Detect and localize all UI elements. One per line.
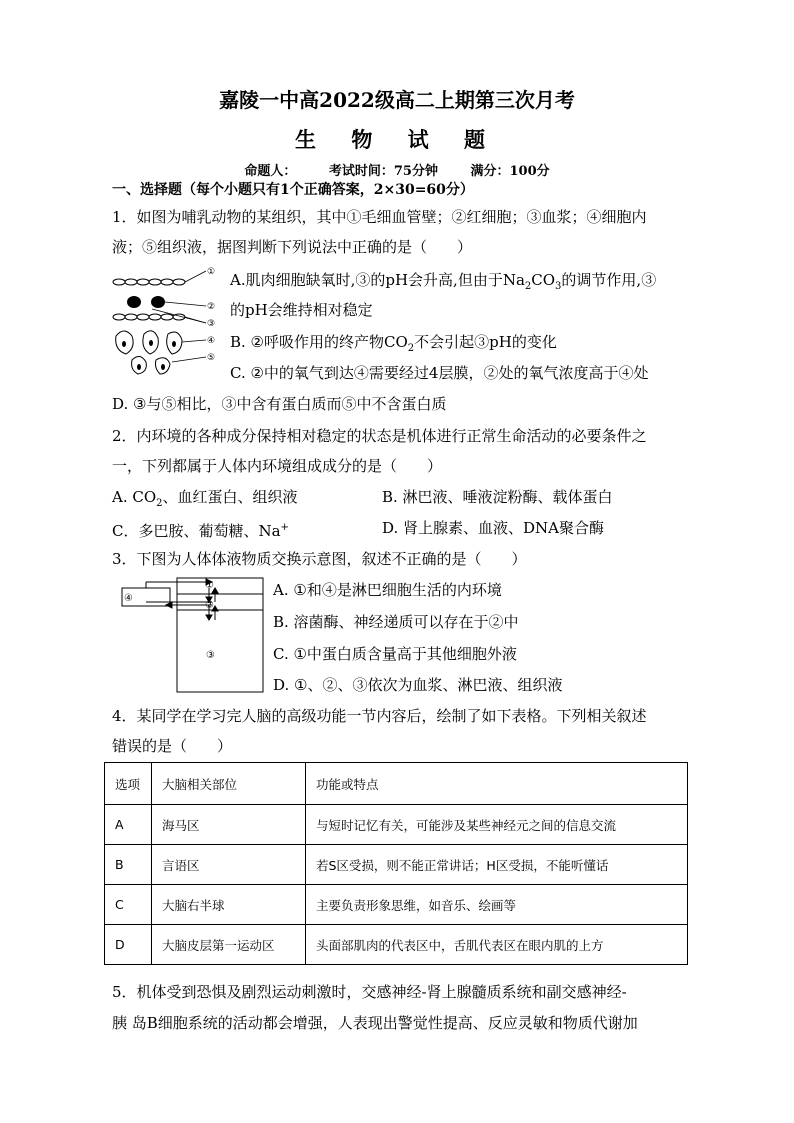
q2-option-d: D. 肾上腺素、血液、DNA聚合酶 — [382, 519, 605, 537]
q2-stem-line2: 一，下列都属于人体内环境组成成分的是（ ） — [112, 457, 443, 475]
table-row — [105, 805, 688, 845]
fig2-label-4: ④ — [124, 593, 133, 604]
tissue-cells — [116, 331, 182, 374]
fig2-label-1: ① — [205, 580, 214, 591]
fig1-label-2: ② — [207, 302, 216, 312]
table-header-cell: 功能或特点 — [306, 763, 688, 805]
q1-option-b: B. ②呼吸作用的终产物$CO_2$不会引起③pH的变化 — [230, 333, 557, 354]
table-cell: B — [105, 845, 152, 885]
table-cell: 头面部肌肉的代表区中，舌肌代表区在眼内肌的上方 — [306, 925, 688, 965]
fig2-label-3: ③ — [206, 650, 215, 661]
table-cell: 海马区 — [152, 805, 306, 845]
table-row — [105, 845, 688, 885]
table-cell: D — [105, 925, 152, 965]
table-row — [105, 925, 688, 965]
q3-stem: 3．下图为人体体液物质交换示意图，叙述不正确的是（ ） — [112, 550, 527, 568]
table-row — [105, 885, 688, 925]
full-score: 满分：100分 — [470, 164, 550, 179]
table-cell: 与短时记忆有关，可能涉及某些神经元之间的信息交流 — [306, 805, 688, 845]
table-cell: C — [105, 885, 152, 925]
author-label: 命题人： — [244, 164, 297, 179]
brain-function-table — [104, 762, 688, 965]
q3-option-a: A. ①和④是淋巴细胞生活的内环境 — [273, 581, 502, 599]
q2-option-c: C．多巴胺、葡萄糖、Na+ — [112, 522, 289, 540]
table-cell: 若S区受损，则不能正常讲话；H区受损，不能听懂话 — [306, 845, 688, 885]
table-cell: 主要负责形象思维，如音乐、绘画等 — [306, 885, 688, 925]
q3-option-d: D. ①、②、③依次为血浆、淋巴液、组织液 — [273, 676, 563, 694]
q3-option-c: C. ①中蛋白质含量高于其他细胞外液 — [273, 645, 517, 663]
q4-stem-line2: 错误的是（ ） — [112, 737, 233, 755]
q3-option-b: B. 溶菌酶、神经递质可以存在于②中 — [273, 613, 519, 631]
exam-title: 嘉陵一中高2022级高二上期第三次月考 — [219, 88, 575, 112]
q1-stem-line2: 液；⑤组织液，据图判断下列说法中正确的是（ ） — [112, 238, 473, 256]
q5-stem-line2: 胰 岛B细胞系统的活动都会增强，人表现出警觉性提高、反应灵敏和物质代谢加 — [112, 1014, 638, 1032]
fig2-label-2: ② — [205, 600, 214, 611]
q5-stem-line1: 5．机体受到恐惧及剧烈运动刺激时，交感神经-肾上腺髓质系统和副交感神经- — [112, 983, 627, 1001]
fig1-label-5: ⑤ — [207, 353, 216, 363]
exam-meta — [0, 160, 794, 179]
capillary-wall-cells — [113, 279, 185, 285]
q2-option-a: A. $CO_2$、血红蛋白、组织液 — [112, 488, 298, 509]
q1-tissue-figure — [112, 264, 220, 376]
q2-stem-line1: 2．内环境的各种成分保持相对稳定的状态是机体进行正常生命活动的必要条件之 — [112, 427, 647, 445]
fig1-label-3: ③ — [207, 319, 216, 329]
q1-option-d: D. ③与⑤相比，③中含有蛋白质而⑤中不含蛋白质 — [112, 395, 447, 413]
q1-stem-line1: 1．如图为哺乳动物的某组织，其中①毛细血管壁；②红细胞；③血浆；④细胞内 — [112, 208, 647, 226]
table-header-row — [105, 763, 688, 805]
red-blood-cells — [127, 296, 165, 308]
q1-option-c: C. ②中的氧气到达④需要经过4层膜，②处的氧气浓度高于④处 — [230, 364, 649, 382]
subject-title: 生 物 试 题 — [295, 127, 499, 152]
q4-stem-line1: 4．某同学在学习完人脑的高级功能一节内容后，绘制了如下表格。下列相关叙述 — [112, 707, 647, 725]
table-cell: A — [105, 805, 152, 845]
q1-option-a-line1: A.肌肉细胞缺氧时,③的pH会升高,但由于$Na_2CO_3$的调节作用,③ — [230, 271, 657, 292]
table-cell: 大脑皮层第一运动区 — [152, 925, 306, 965]
fig1-label-4: ④ — [207, 336, 216, 346]
q3-body-fluid-figure — [120, 576, 265, 694]
section-heading: 一、选择题（每个小题只有1个正确答案，2×30=60分） — [112, 182, 474, 198]
exam-time: 考试时间：75分钟 — [328, 164, 438, 179]
q1-option-a-line2: 的pH会维持相对稳定 — [230, 301, 373, 319]
fig1-label-1: ① — [207, 267, 216, 277]
table-cell: 大脑右半球 — [152, 885, 306, 925]
table-header-cell: 选项 — [105, 763, 152, 805]
table-header-cell: 大脑相关部位 — [152, 763, 306, 805]
table-cell: 言语区 — [152, 845, 306, 885]
q2-option-b: B. 淋巴液、唾液淀粉酶、载体蛋白 — [382, 488, 613, 506]
